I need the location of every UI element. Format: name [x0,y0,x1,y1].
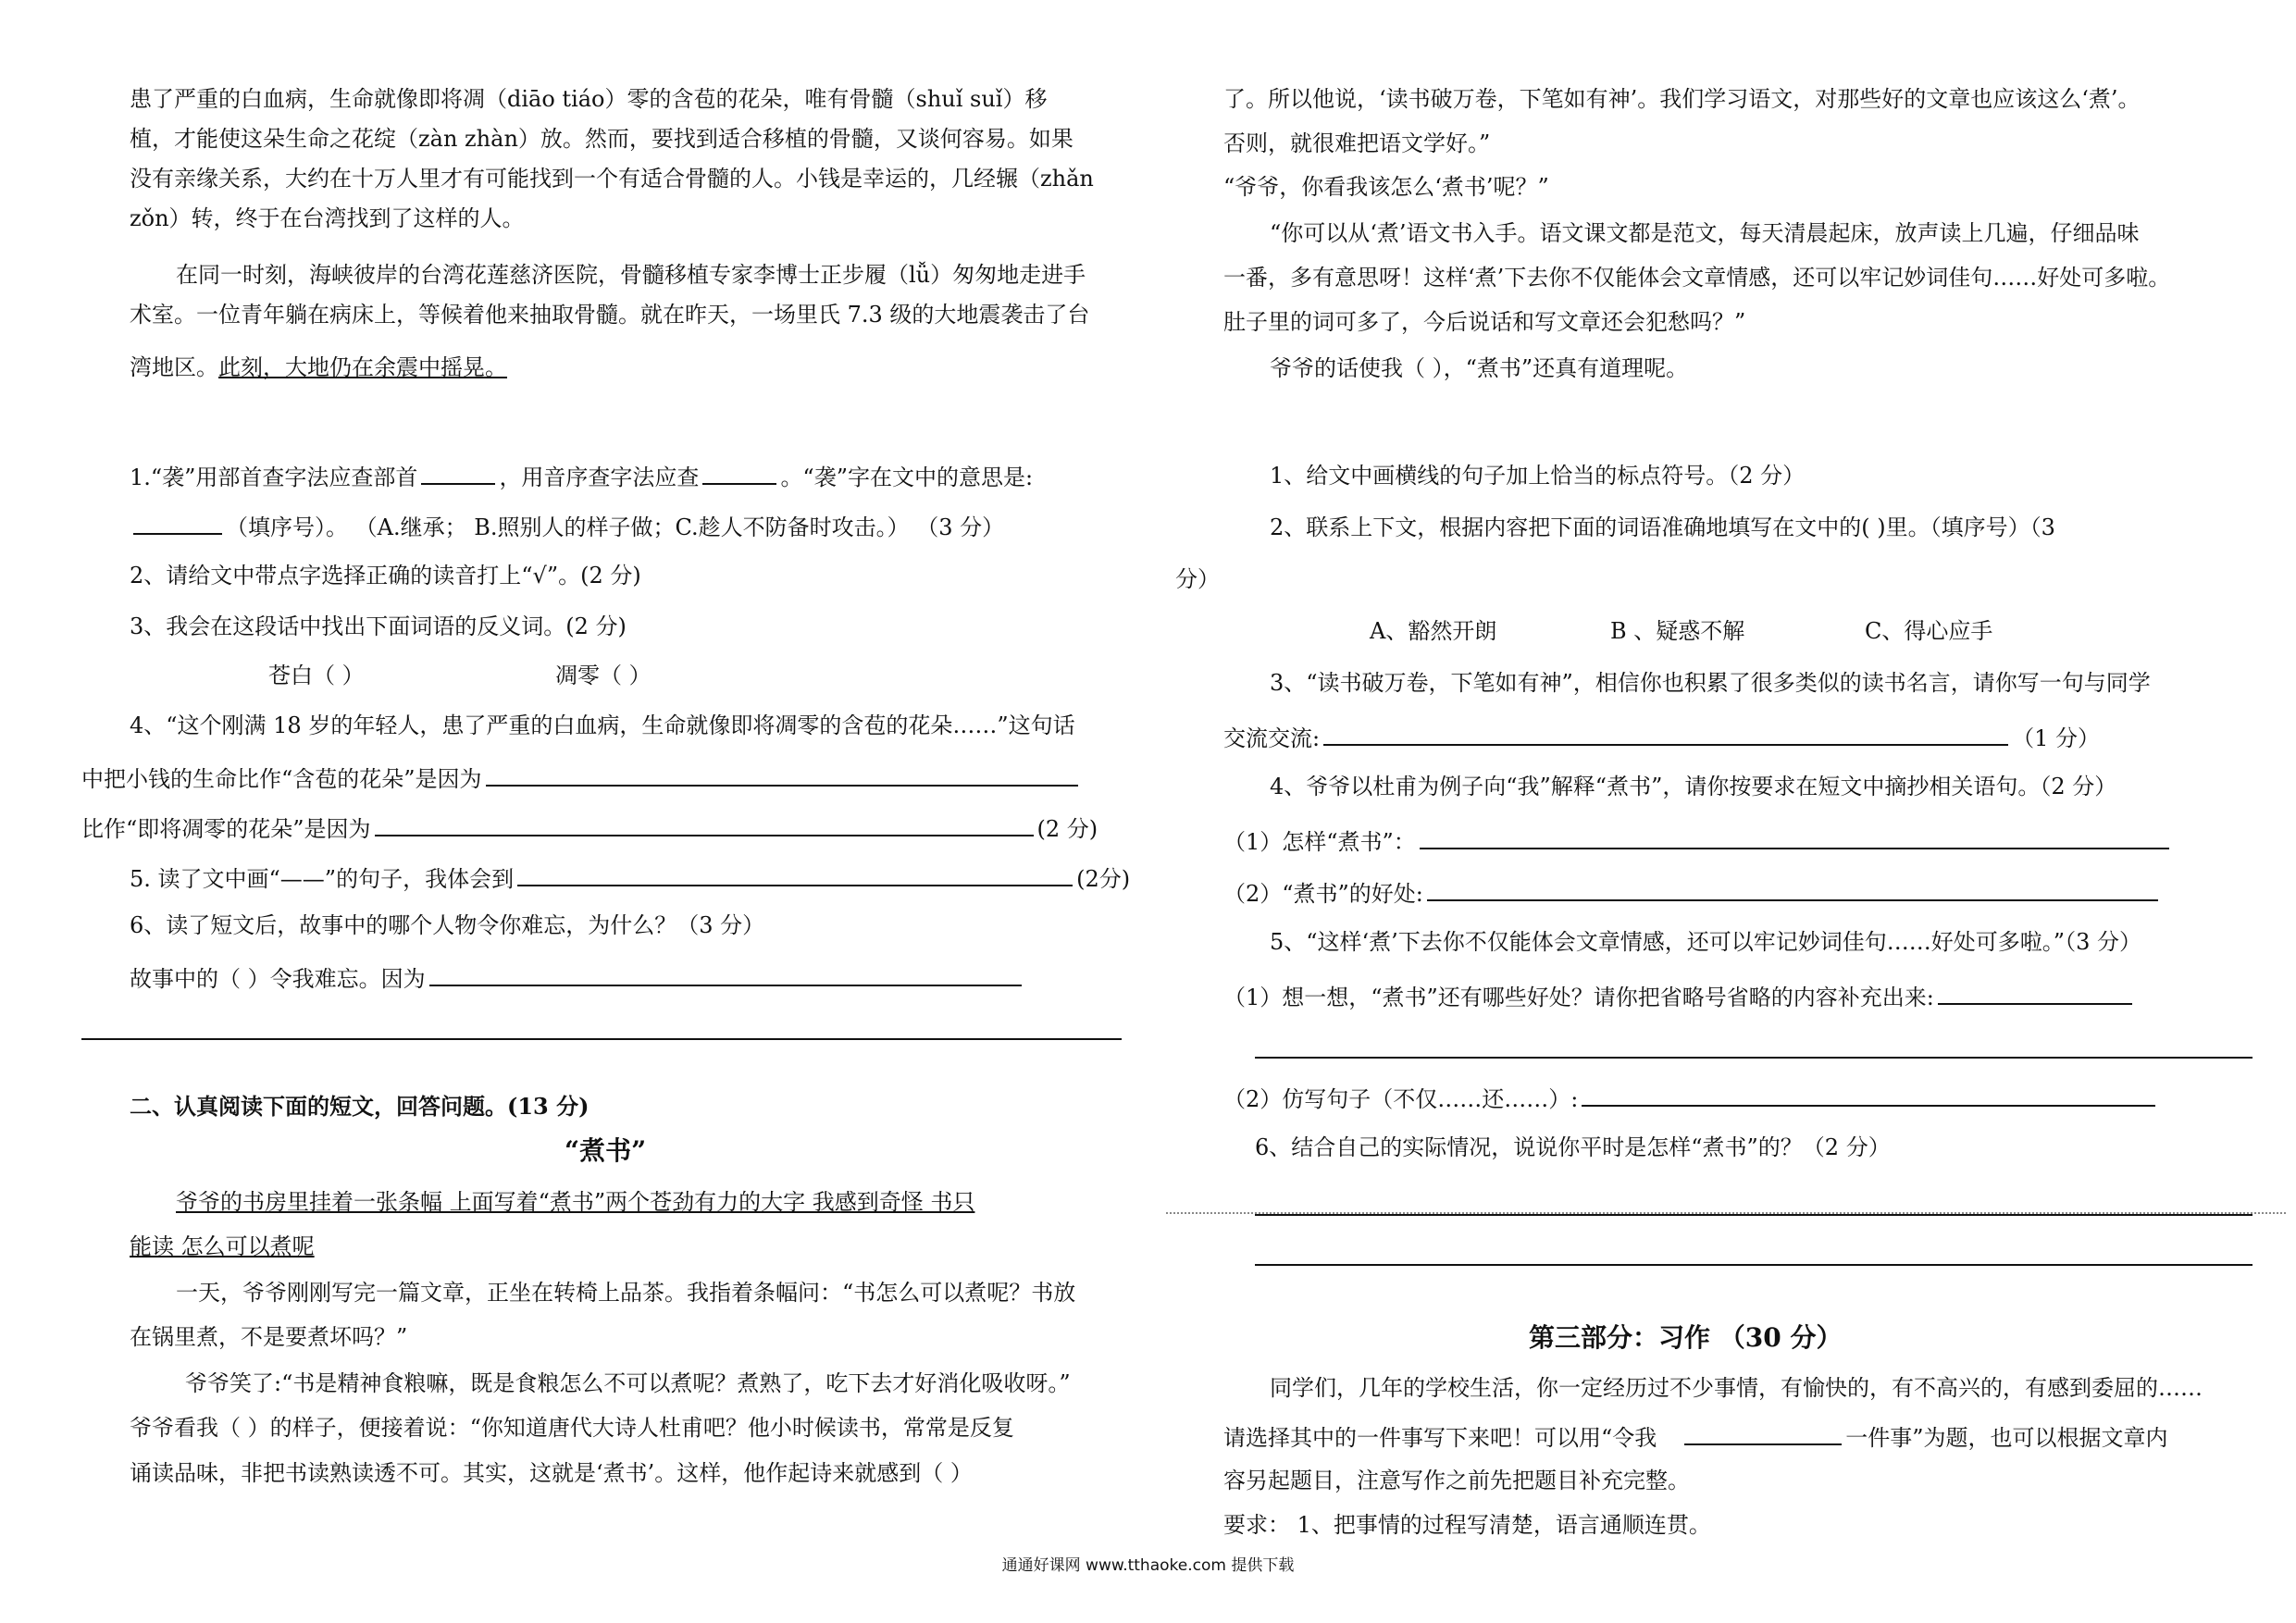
story-cont-line-4: “你可以从‘煮’语文书入手。语文课文都是范文，每天清晨起床，放声读上几遍，仔细品味 [1270,220,2140,246]
q4-blank-1[interactable] [486,764,1078,787]
benefit-blank[interactable] [1427,879,2158,901]
r-question-5b [1223,1084,2159,1110]
antonym-1: 苍白（ ） [268,663,365,688]
question-4-line-3 [81,814,1098,840]
question-6-line-2 [130,964,1025,990]
q5-text: 5. 读了文中画“——”的句子，我体会到 [130,866,515,892]
passage-line-2: 植，才能使这朵生命之花绽（zàn zhàn）放。然而，要找到适合移植的骨髓，又谈何容易。如果 [130,126,1074,152]
q5a-text: （1）想一想，“煮书”还有哪些好处？请你把省略号省略的内容补充出来: [1223,985,1934,1010]
story-line-2: 在锅里煮，不是要煮坏吗？” [130,1324,408,1350]
passage-line-1: 患了严重的白血病，生命就像即将凋（diāo tiáo）零的含苞的花朵，唯有骨髓（shuǐ suǐ）移 [130,86,1048,112]
question-1-line-2 [130,513,1004,539]
question-4: 4、“这个刚满 18 岁的年轻人，患了严重的白血病，生命就像即将凋零的含苞的花朵……”这句话 [130,712,1075,738]
q5-score: (2分) [1076,866,1131,892]
right-page [1148,0,2296,1623]
q6-answer-line-1[interactable] [1255,1214,2253,1216]
writing-line-1: 同学们，几年的学校生活，你一定经历过不少事情，有愉快的，有不高兴的，有感到委屈的…… [1270,1375,2203,1401]
story-cont-line-2: 否则，就很难把语文学好。” [1223,130,1491,156]
w2-text-a: 请选择其中的一件事写下来吧！可以用“令我 [1223,1425,1657,1451]
antonym-2: 凋零（ ） [555,663,652,688]
q4-text-b: 中把小钱的生命比作“含苞的花朵”是因为 [81,766,482,792]
r-question-4a [1223,827,2173,853]
story-cont-line-7: 爷爷的话使我（ ），“煮书”还真有道理呢。 [1270,355,1689,381]
title-blank[interactable] [1684,1423,1842,1445]
r-question-2-cont: 分） [1175,566,1220,592]
passage-title: “煮书” [565,1135,647,1166]
underlined-paragraph-2: 能读 怎么可以煮呢 [130,1233,315,1259]
q1-blank-letter[interactable] [702,463,776,485]
writing-line-2 [1223,1423,2168,1449]
passage-text: 湾地区。 [130,354,218,380]
q6-blank[interactable] [429,964,1022,986]
q4b-text: （2）“煮书”的好处: [1223,881,1423,907]
q6-text: 故事中的（ ）令我难忘。因为 [130,966,426,992]
passage-line-4: zǒn）转，终于在台湾找到了这样的人。 [130,205,525,231]
option-a: A、豁然开朗 [1370,618,1497,644]
writing-line-3: 容另起题目，注意写作之前先把题目补充完整。 [1223,1468,1690,1493]
q1-blank-radical[interactable] [421,463,495,485]
underlined-paragraph-1: 爷爷的书房里挂着一张条幅 上面写着“煮书”两个苍劲有力的大字 我感到奇怪 书只 [176,1189,975,1215]
story-line-1: 一天，爷爷刚刚写完一篇文章，正坐在转椅上品茶。我指着条幅问：“书怎么可以煮呢？书放 [176,1280,1076,1306]
r-question-5: 5、“这样‘煮’下去你不仅能体会文章情感，还可以牢记妙词佳句……好处可多啦。”（3 分） [1270,929,2141,955]
option-b: B 、疑惑不解 [1610,618,1745,644]
q4a-text: （1）怎样“煮书”： [1223,829,1416,855]
r-question-6: 6、结合自己的实际情况，说说你平时是怎样“煮书”的？（2 分） [1255,1134,1891,1160]
r-question-3: 3、“读书破万卷，下笔如有神”，相信你也积累了很多类似的读书名言，请你写一句与同学 [1270,670,2151,696]
option-c: C、得心应手 [1865,618,1993,644]
story-line-3: 爷爷笑了:“书是精神食粮嘛，既是食粮怎么不可以煮呢？煮熟了，吃下去才好消化吸收呀。” [185,1370,1071,1396]
story-cont-line-3: “爷爷，你看我该怎么‘煮书’呢？” [1223,174,1549,200]
q3-text: 交流交流: [1223,725,1321,751]
story-cont-line-5: 一番，多有意思呀！这样‘煮’下去你不仅能体会文章情感，还可以牢记妙词佳句……好处可多啦。 [1223,265,2171,291]
r-question-4: 4、爷爷以杜甫为例子向“我”解释“煮书”，请你按要求在短文中摘抄相关语句。（2 分） [1270,774,2117,799]
q5a-answer-line[interactable] [1255,1057,2253,1059]
story-cont-line-1: 了。所以他说，‘读书破万卷，下笔如有神’。我们学习语文，对那些好的文章也应该这么‘煮’。 [1223,86,2141,112]
passage-line-3: 没有亲缘关系，大约在十万人里才有可能找到一个有适合骨髓的人。小钱是幸运的，几经辗（zhǎn [130,166,1094,192]
q4-blank-2[interactable] [375,814,1034,836]
q4-score: (2 分) [1036,816,1098,842]
section-2-heading: 二、认真阅读下面的短文，回答问题。(13 分) [130,1093,590,1120]
q1-text-d: （填序号）。 （A.继承； B.照别人的样子做；C.趁人不防备时攻击。） （3 分） [226,514,1005,540]
question-1-line [130,463,1033,489]
passage-line-6: 术室。一位青年躺在病床上，等候着他来抽取骨髓。就在昨天，一场里氏 7.3 级的大地震袭击了台 [130,302,1090,328]
q6-answer-line[interactable] [81,1038,1122,1040]
r-question-5a [1223,983,2136,1009]
question-2: 2、请给文中带点字选择正确的读音打上“√”。(2 分) [130,563,641,588]
q1-text-a: 1.“袭”用部首查字法应查部首 [130,465,418,490]
story-cont-line-6: 肚子里的词可多了，今后说话和写文章还会犯愁吗？” [1223,309,1746,335]
how-blank[interactable] [1420,827,2169,849]
story-line-4: 爷爷看我（ ）的样子，便接着说：“你知道唐代大诗人杜甫吧？他小时候读书，常常是反复 [130,1415,1014,1441]
q4-text-c: 比作“即将凋零的花朵”是因为 [81,816,371,842]
q6-answer-line-2[interactable] [1255,1264,2253,1266]
q1-text-c: 。“袭”字在文中的意思是: [780,465,1034,490]
w2-text-b: 一件事”为题，也可以根据文章内 [1845,1425,2168,1451]
q5-blank[interactable] [517,864,1073,886]
q3-score: （1 分） [2012,725,2100,751]
r-question-4b [1223,879,2162,905]
q1-blank-meaning[interactable] [133,513,222,535]
part-3-heading: 第三部分：习作 （30 分） [1529,1322,1843,1353]
question-5-line [130,864,1130,890]
question-6: 6、读了短文后，故事中的哪个人物令你难忘，为什么？（3 分） [130,912,765,938]
quote-blank[interactable] [1323,724,2008,746]
ellipsis-blank[interactable] [1938,983,2132,1005]
question-4-line-2 [81,764,1082,790]
r-question-3-line-2 [1223,724,2100,750]
r-question-1: 1、给文中画横线的句子加上恰当的标点符号。（2 分） [1270,463,1806,489]
q5b-text: （2）仿写句子（不仅……还……）: [1223,1086,1579,1112]
passage-line-7 [130,356,507,378]
r-question-2: 2、联系上下文，根据内容把下面的词语准确地填写在文中的( )里。（填序号）（3 [1270,514,2055,540]
story-line-5: 诵读品味，非把书读熟读透不可。其实，这就是‘煮书’。这样，他作起诗来就感到（ ） [130,1460,973,1486]
writing-requirement: 要求： 1、把事情的过程写清楚，语言通顺连贯。 [1223,1512,1711,1538]
imitate-blank[interactable] [1582,1084,2155,1107]
underlined-sentence: 此刻，大地仍在余震中摇晃。 [218,354,507,380]
footer: 通通好课网 www.tthaoke.com 提供下载 [1001,1556,1295,1575]
question-3: 3、我会在这段话中找出下面词语的反义词。(2 分) [130,613,627,639]
q1-text-b: ，用音序查字法应查 [499,465,700,490]
passage-line-5: 在同一时刻，海峡彼岸的台湾花莲慈济医院，骨髓移植专家李博士正步履（lǚ）匆匆地走进手 [176,262,1086,288]
